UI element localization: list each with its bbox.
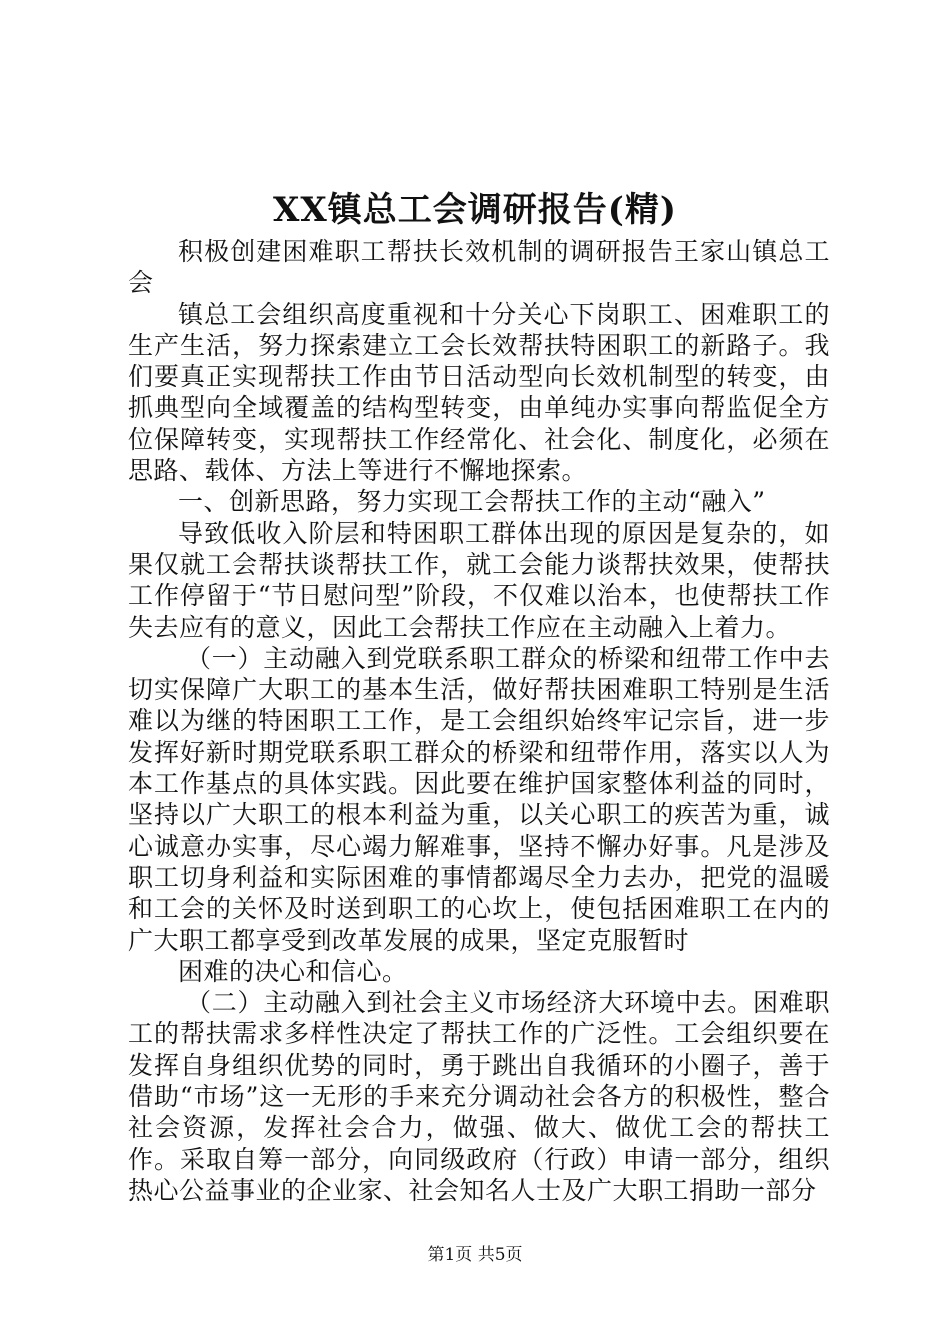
paragraph-intro: 镇总工会组织高度重视和十分关心下岗职工、困难职工的生产生活，努力探索建立工会长效帮扶特困职工的新路子。我们要真正实现帮扶工作由节日活动型向长效机制型的转变，由抓典型向全域覆盖的结构型转变，由单纯办实事向帮监促全方位保障转变，实现帮扶工作经常化、社会化、制度化，必须在思路、载体、方法上等进行不懈地探索。 [128,299,830,486]
document-title: XX镇总工会调研报告(精) [273,190,677,230]
paragraph-subtitle: 积极创建困难职工帮扶长效机制的调研报告王家山镇总工会 [128,237,830,298]
paragraph-subsection-2: （二）主动融入到社会主义市场经济大环境中去。困难职工的帮扶需求多样性决定了帮扶工作的广泛性。工会组织要在发挥自身组织优势的同时，勇于跳出自我循环的小圈子，善于借助“市场”这一无形的手来充分调动社会各方的积极性，整合社会资源，发挥社会合力，做强、做大、做优工会的帮扶工作。采取自筹一部分，向同级政府（行政）申请一部分，组织热心公益事业的企业家、社会知名人士及广大职工捐助一部分 [128,988,830,1205]
section-heading-1: 一、创新思路，努力实现工会帮扶工作的主动“融入” [178,487,766,517]
paragraph-subsection-1-end: 困难的决心和信心。 [178,956,408,986]
document-body [128,236,830,1206]
paragraph-subsection-1: （一）主动融入到党联系职工群众的桥梁和纽带工作中去切实保障广大职工的基本生活，做好帮扶困难职工特别是生活难以为继的特困职工工作，是工会组织始终牢记宗旨，进一步发挥好新时期党联系职工群众的桥梁和纽带作用，落实以人为本工作基点的具体实践。因此要在维护国家整体利益的同时，坚持以广大职工的根本利益为重，以关心职工的疾苦为重，诚心诚意办实事，尽心竭力解难事，坚持不懈办好事。凡是涉及职工切身利益和实际困难的事情都竭尽全力去办，把党的温暖和工会的关怀及时送到职工的心坎上，使包括困难职工在内的广大职工都享受到改革发展的成果，坚定克服暂时 [128,643,830,955]
paragraph-section-1: 导致低收入阶层和特困职工群体出现的原因是复杂的，如果仅就工会帮扶谈帮扶工作，就工会能力谈帮扶效果，使帮扶工作停留于“节日慰问型”阶段，不仅难以治本，也使帮扶工作失去应有的意义，因此工会帮扶工作应在主动融入上着力。 [128,518,830,642]
page-footer: 第1页 共5页 [427,1245,523,1265]
